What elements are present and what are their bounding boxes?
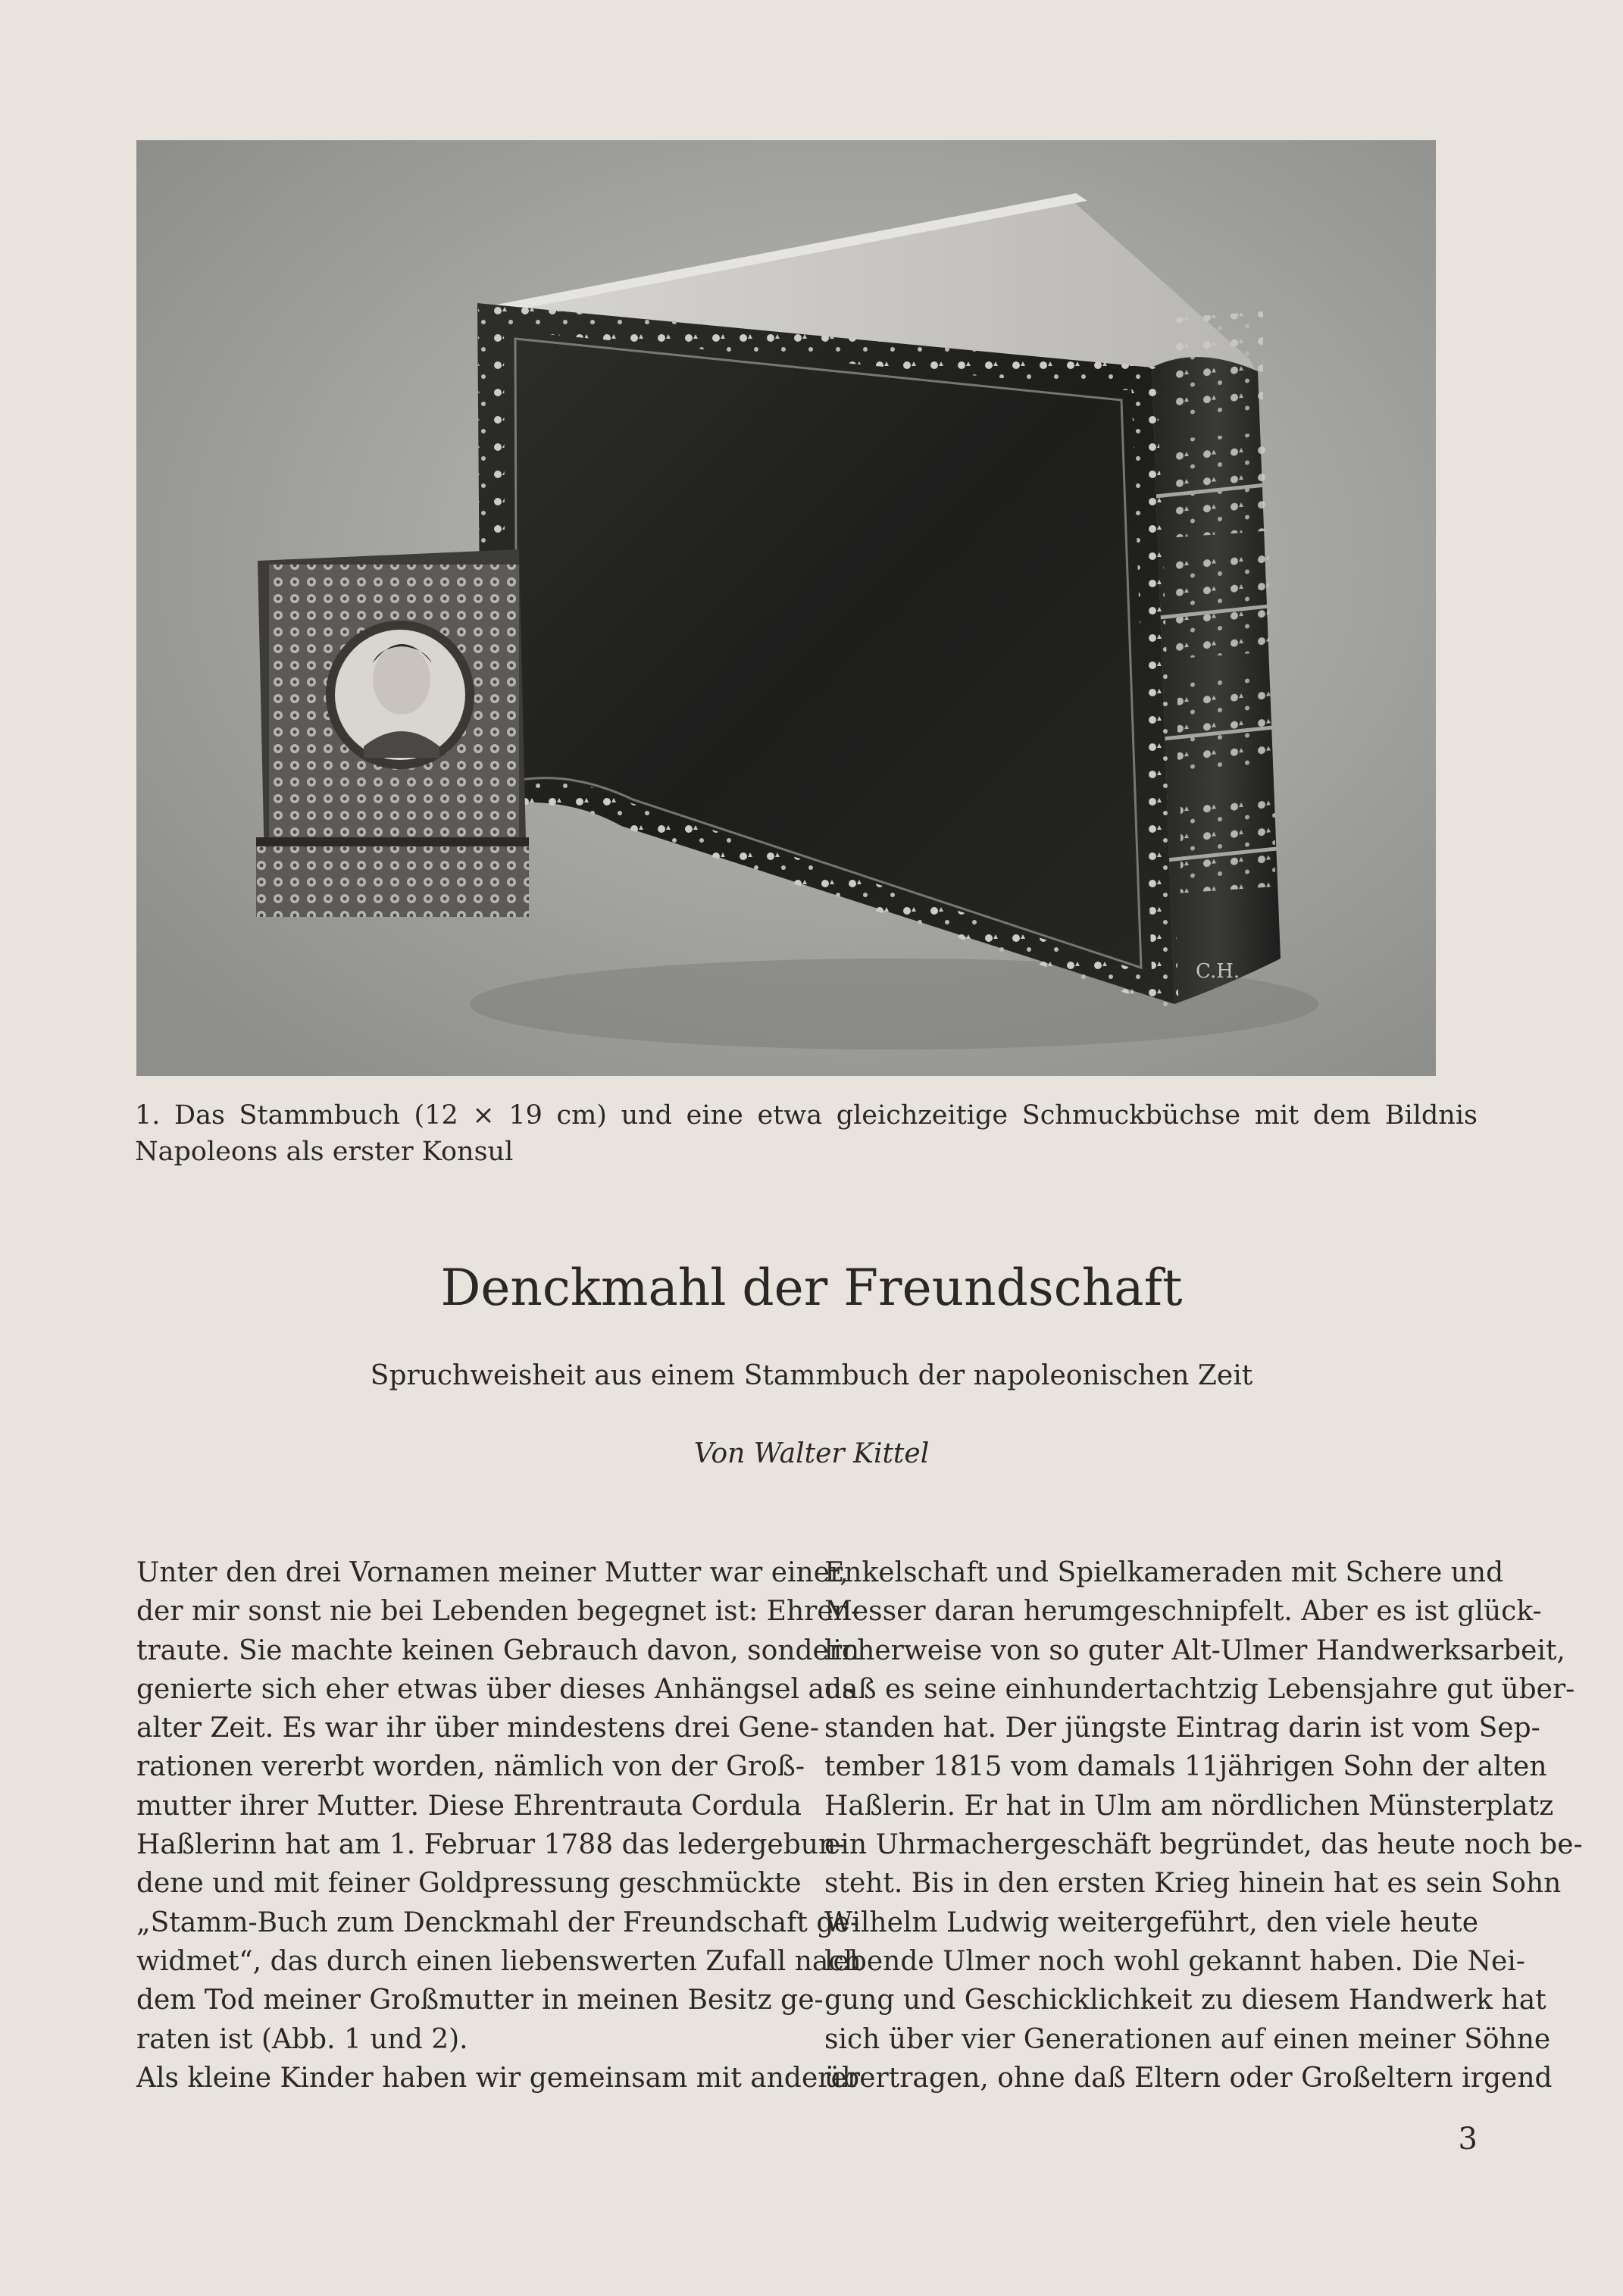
text-line: licherweise von so guter Alt-Ulmer Handwerksarbeit,	[824, 1634, 1565, 1666]
text-line: sich über vier Generationen auf einen meiner Söhne	[824, 2023, 1551, 2055]
text-line: dem Tod meiner Großmutter in meinen Besitz ge-	[136, 1985, 824, 2016]
text-line: lebende Ulmer noch wohl gekannt haben. Die Nei-	[824, 1945, 1525, 1977]
figure-photo	[136, 140, 1436, 1076]
article-title: Denckmahl der Freundschaft	[440, 1259, 1183, 1317]
text-line: rationen vererbt worden, nämlich von der Groß-	[136, 1751, 805, 1783]
text-line: dene und mit feiner Goldpressung geschmückte	[136, 1868, 802, 1900]
text-line: Messer daran herumgeschnipfelt. Aber es ist glück-	[824, 1596, 1542, 1628]
article-byline: Von Walter Kittel	[693, 1438, 930, 1469]
text-line: raten ist (Abb. 1 und 2).	[136, 2023, 468, 2055]
text-line: steht. Bis in den ersten Krieg hinein hat es sein Sohn	[824, 1868, 1562, 1900]
right-column	[824, 1553, 1583, 2097]
text-line: Haßlerin. Er hat in Ulm am nördlichen Münsterplatz	[824, 1790, 1554, 1822]
text-line: Unter den drei Vornamen meiner Mutter war einer,	[136, 1557, 849, 1588]
page-number: 3	[1458, 2122, 1478, 2157]
text-line: der mir sonst nie bei Lebenden begegnet ist: Ehren-	[136, 1596, 861, 1628]
text-line: übertragen, ohne daß Eltern oder Großeltern irgend	[824, 2062, 1553, 2094]
text-line: ein Uhrmachergeschäft begründet, das heute noch be-	[824, 1829, 1583, 1861]
figure-caption: 1. Das Stammbuch (12 × 19 cm) und eine etwa gleichzeitige Schmuckbüchse mit dem Bildnis Napoleons als erster Konsul	[135, 1100, 1478, 1167]
text-line: genierte sich eher etwas über dieses Anhängsel aus	[136, 1673, 856, 1705]
text-line: Haßlerinn hat am 1. Februar 1788 das ledergebun-	[136, 1829, 846, 1861]
text-line: Wilhelm Ludwig weitergeführt, den viele heute	[824, 1907, 1478, 1938]
text-line: Enkelschaft und Spielkameraden mit Schere und	[824, 1557, 1504, 1588]
text-line: Als kleine Kinder haben wir gemeinsam mit anderer	[136, 2062, 861, 2094]
article-subtitle: Spruchweisheit aus einem Stammbuch der napoleonischen Zeit	[370, 1360, 1253, 1391]
text-line: „Stamm-Buch zum Denckmahl der Freundschaft ge-	[136, 1907, 859, 1938]
left-column	[136, 1553, 862, 2097]
text-line: standen hat. Der jüngste Eintrag darin ist vom Sep-	[824, 1713, 1540, 1744]
text-line: widmet“, das durch einen liebenswerten Zufall nach	[136, 1945, 862, 1977]
text-line: tember 1815 vom damals 11jährigen Sohn der alten	[824, 1751, 1547, 1783]
text-line: mutter ihrer Mutter. Diese Ehrentrauta Cordula	[136, 1790, 802, 1822]
spine-initials: C.H.	[1196, 960, 1240, 983]
photo-stammbuch-and-box	[136, 140, 1436, 1076]
text-line: gung und Geschicklichkeit zu diesem Handwerk hat	[824, 1985, 1546, 2016]
text-line: alter Zeit. Es war ihr über mindestens drei Gene-	[136, 1713, 820, 1744]
text-line: daß es seine einhundertachtzig Lebensjahre gut über-	[824, 1673, 1575, 1705]
text-line: traute. Sie machte keinen Gebrauch davon, sondern	[136, 1634, 860, 1666]
